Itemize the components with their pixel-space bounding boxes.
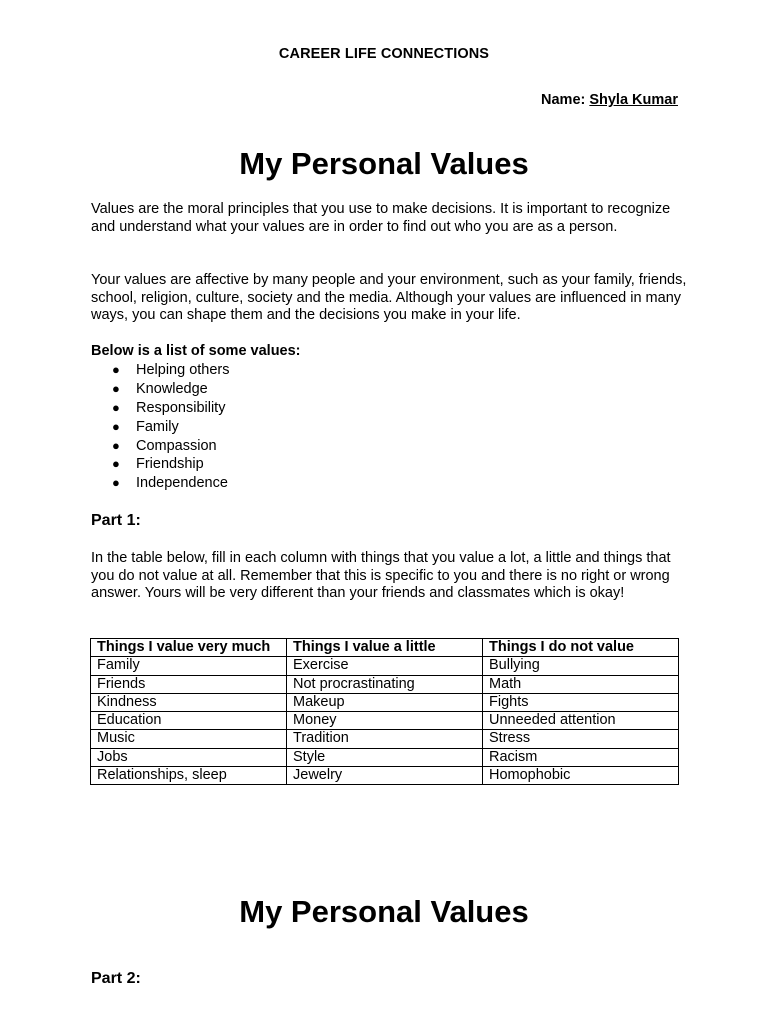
name-label: Name:: [541, 92, 586, 108]
table-cell: Unneeded attention: [483, 712, 679, 730]
list-item: ● Compassion: [112, 437, 217, 454]
values-list: [91, 361, 230, 493]
bullet-icon: ●: [112, 362, 120, 377]
table-cell: Kindness: [91, 693, 287, 711]
list-item: ● Knowledge: [112, 380, 208, 397]
page-title: My Personal Values: [239, 146, 529, 181]
table-cell: Math: [483, 675, 679, 693]
column-header: Things I value a little: [287, 639, 483, 657]
table-cell: Exercise: [287, 657, 483, 675]
table-cell: Family: [91, 657, 287, 675]
list-item: ● Family: [112, 418, 179, 435]
table-cell: Stress: [483, 730, 679, 748]
table-cell: Homophobic: [483, 767, 679, 785]
bullet-icon: ●: [112, 399, 120, 415]
table-cell: Makeup: [287, 693, 483, 711]
table-cell: Jobs: [91, 748, 287, 766]
intro-paragraph: Values are the moral principles that you use to make decisions. It is important to recognize and understand what your values are in order to find out who you are as a person.: [91, 201, 671, 235]
table-row: [91, 730, 679, 748]
table-cell: Music: [91, 730, 287, 748]
table-row: [91, 712, 679, 730]
list-item: ● Friendship: [112, 456, 204, 473]
table-cell: Money: [287, 712, 483, 730]
list-item: ● Independence: [112, 475, 228, 492]
part-2-heading: Part 2:: [91, 970, 141, 987]
table-header-row: [91, 639, 679, 657]
table-cell: Education: [91, 712, 287, 730]
table-cell: Friends: [91, 675, 287, 693]
list-item: ● Responsibility: [112, 399, 226, 416]
part-1-instructions: In the table below, fill in each column with things that you value a lot, a little and things that you do not value at all. Remember that this is specific to you and there is no right or wrong answer. Yours will be very different than your friends and classmates which is okay!: [91, 550, 671, 601]
table-row: [91, 657, 679, 675]
bullet-icon: ●: [112, 456, 120, 472]
bullet-icon: ●: [112, 380, 120, 396]
table-cell: Racism: [483, 748, 679, 766]
table-cell: Jewelry: [287, 767, 483, 785]
name-value: Shyla Kumar: [589, 92, 678, 108]
values-table: [90, 638, 679, 785]
table-cell: Fights: [483, 693, 679, 711]
table-row: [91, 767, 679, 785]
table-cell: Relationships, sleep: [91, 767, 287, 785]
second-page-title: My Personal Values: [239, 894, 529, 929]
column-header: Things I value very much: [91, 639, 287, 657]
name-line: [541, 92, 678, 108]
table-cell: Style: [287, 748, 483, 766]
table-row: [91, 675, 679, 693]
document-header: CAREER LIFE CONNECTIONS: [278, 46, 490, 62]
part-1-heading: Part 1:: [91, 512, 141, 529]
bullet-icon: ●: [112, 437, 120, 453]
table-cell: Not procrastinating: [287, 675, 483, 693]
influence-paragraph: Your values are affective by many people and your environment, such as your family, friends, school, religion, culture, society and the media. Although your values are influenced in many ways, you can shape them and the decisions you make in your life.: [91, 272, 687, 323]
column-header: Things I do not value: [483, 639, 679, 657]
bullet-icon: ●: [112, 475, 120, 491]
table-cell: Bullying: [483, 657, 679, 675]
values-list-heading: Below is a list of some values:: [91, 343, 301, 359]
list-item: ● Helping others: [112, 362, 230, 378]
table-row: [91, 748, 679, 766]
table-cell: Tradition: [287, 730, 483, 748]
table-row: [91, 693, 679, 711]
bullet-icon: ●: [112, 418, 120, 434]
